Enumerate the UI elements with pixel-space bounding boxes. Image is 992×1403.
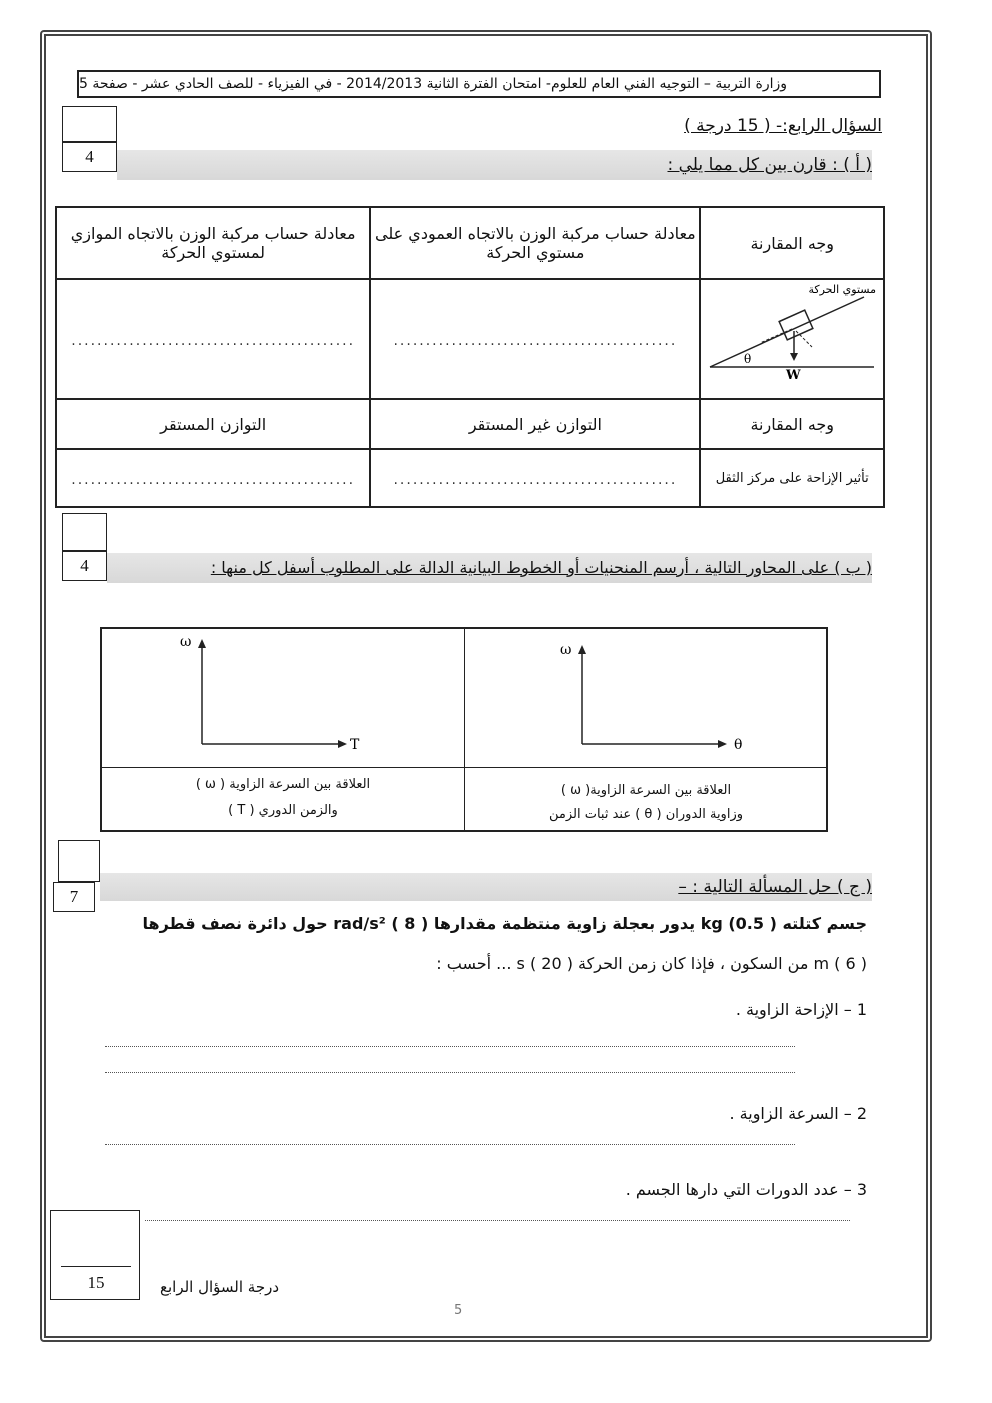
part-b-title: ( ب ) على المحاور التالية ، أرسم المنحنيات أو الخطوط البيانية الدالة على المطلوب أسفل كل منها : — [210, 558, 872, 577]
part-a-title: ( أ ) : قارن بين كل مما يلي : — [667, 155, 872, 175]
part-c-title: ( ج ) حل المسألة التالية : – — [678, 877, 872, 897]
total-score: 15 — [87, 1273, 105, 1292]
header-parallel: معادلة حساب مركبة الوزن بالاتجاه الموازي لمستوي الحركة — [56, 207, 370, 279]
incline-diagram — [704, 281, 880, 393]
answer-stable[interactable]: ............................................ — [56, 449, 370, 507]
left-y-label: ω — [180, 634, 192, 650]
sub-question-1: 1 – الإزاحة الزاوية . — [735, 1000, 867, 1019]
comparison-table — [55, 206, 885, 508]
header-text: وزارة التربية – التوجيه الفني العام للعلوم- امتحان الفترة الثانية 2014/2013 - في الفيزياء - للصف الحادي عشر - صفحة 5 — [79, 76, 788, 92]
left-caption-2: والزمن الدوري ( T ) — [228, 803, 338, 818]
answer-line-1a[interactable] — [105, 1046, 795, 1047]
page-number: 5 — [454, 1303, 463, 1318]
score-a: 4 — [62, 142, 117, 172]
right-caption-1: العلاقة بين السرعة الزاوية( ω ) — [560, 783, 732, 798]
answer-perpendicular[interactable]: ............................................ — [370, 279, 700, 399]
block-icon — [779, 310, 813, 340]
graph-table — [100, 627, 828, 832]
score-box-empty-b — [62, 513, 107, 551]
score-box-empty-c — [58, 840, 100, 882]
stable-equilibrium-header: التوازن المستقر — [56, 399, 370, 449]
sub-question-3: 3 – عدد الدورات التي دارها الجسم . — [625, 1180, 867, 1199]
total-score-box — [50, 1210, 140, 1300]
comparison-header-2: وجه المقارنة — [700, 399, 884, 449]
omega-vs-T-axes[interactable] — [162, 634, 412, 762]
incline-diagram-cell — [700, 279, 884, 399]
question-title: السؤال الرابع:- ( 15 درجة ) — [684, 116, 882, 136]
right-caption-2: وزاوية الدوران ( θ ) عند ثبات الزمن — [548, 807, 744, 822]
score-c: 7 — [53, 882, 95, 912]
displacement-effect-label: تأثير الإزاحة على مركز الثقل — [700, 449, 884, 507]
plane-label: مستوي الحركة — [808, 283, 877, 296]
omega-vs-theta-axes[interactable] — [542, 634, 792, 762]
total-score-label: درجة السؤال الرابع — [160, 1278, 280, 1296]
header-comparison: وجه المقارنة — [700, 207, 884, 279]
page-header — [77, 70, 881, 98]
left-x-label: T — [350, 737, 360, 753]
problem-line-2: m ( 6 ) من السكون ، فإذا كان زمن الحركة s ( 20 ) ... أحسب : — [436, 954, 867, 973]
right-x-label: θ — [734, 737, 743, 753]
answer-line-1b[interactable] — [105, 1072, 795, 1073]
score-b: 4 — [62, 551, 107, 581]
header-perpendicular: معادلة حساب مركبة الوزن بالاتجاه العمودي على مستوي الحركة — [370, 207, 700, 279]
answer-line-3[interactable] — [145, 1220, 850, 1221]
score-box-empty — [62, 106, 117, 142]
weight-label: W — [786, 368, 801, 383]
problem-line-1: جسم كتلته kg (0.5 ) يدور بعجلة زاوية منتظمة مقدارها rad/s² ( 8 ) حول دائرة نصف قطرها — [142, 914, 867, 933]
sub-question-2: 2 – السرعة الزاوية . — [729, 1104, 867, 1123]
answer-parallel[interactable]: ............................................ — [56, 279, 370, 399]
answer-line-2[interactable] — [105, 1144, 795, 1145]
theta-label: θ — [744, 352, 752, 366]
unstable-equilibrium-header: التوازن غير المستقر — [370, 399, 700, 449]
left-caption-1: العلاقة بين السرعة الزاوية ( ω ) — [195, 777, 371, 792]
answer-unstable[interactable]: ............................................ — [370, 449, 700, 507]
right-y-label: ω — [560, 642, 572, 658]
